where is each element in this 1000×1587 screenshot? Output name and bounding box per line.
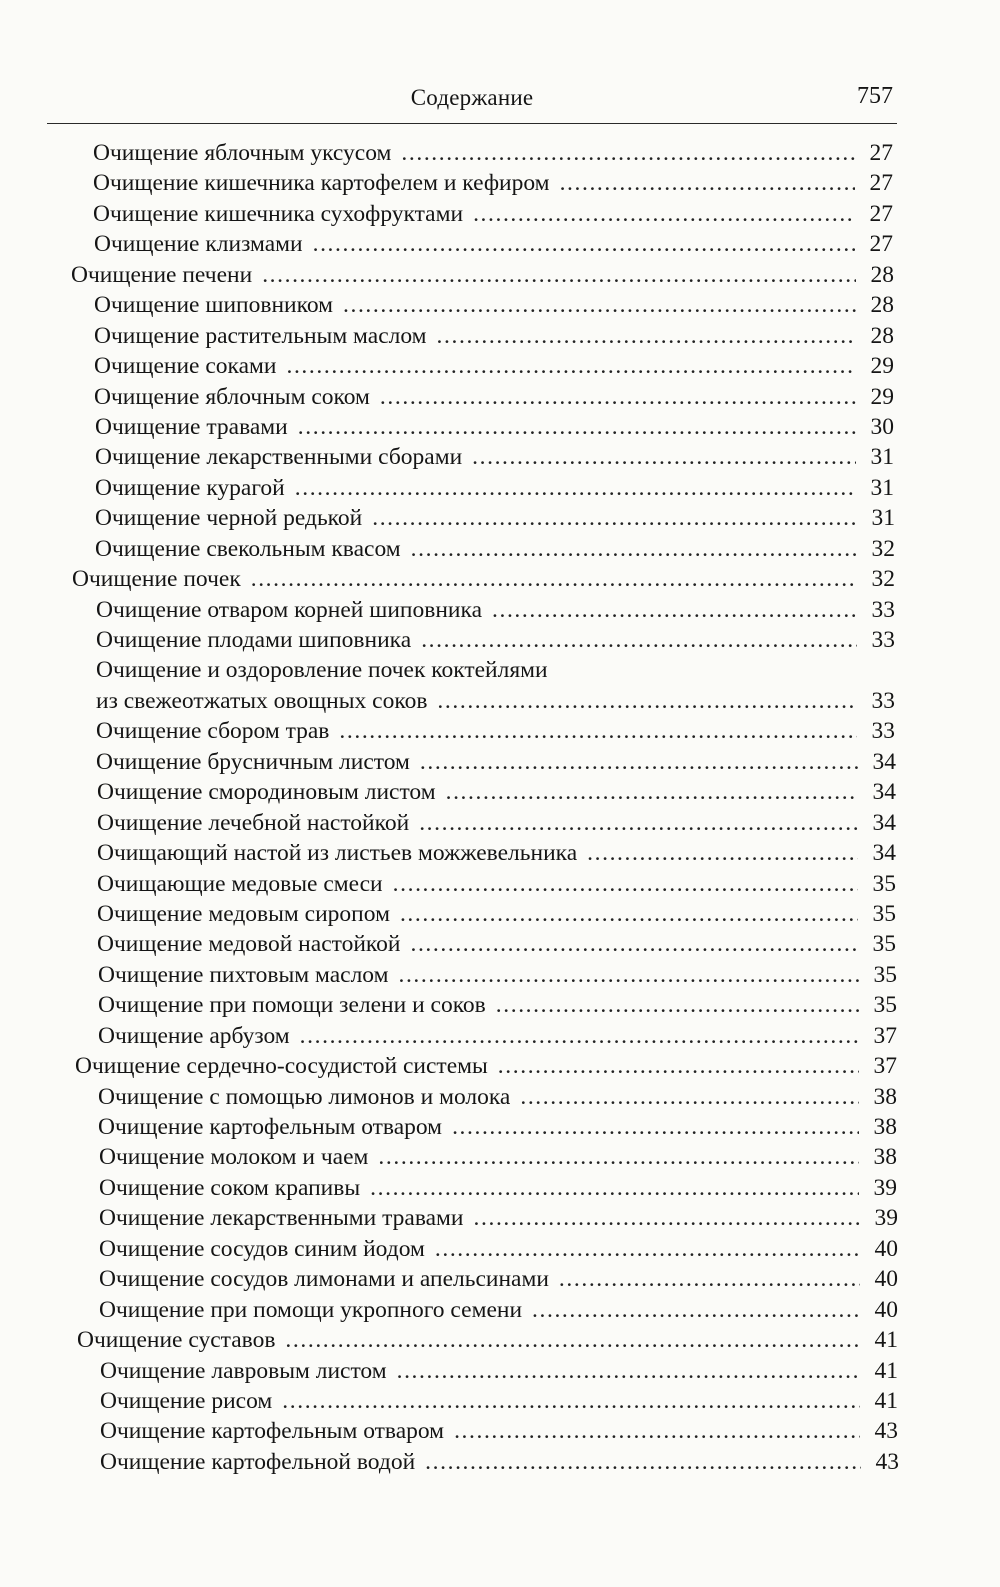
toc-subentry[interactable] [0,1173,1000,1203]
toc-subentry[interactable] [0,686,1000,716]
toc-page-number: 31 [871,505,895,532]
dot-leader [285,1325,860,1355]
dot-leader [313,229,855,259]
toc-subentry[interactable] [0,1356,1000,1386]
toc-page-number: 40 [874,1266,898,1293]
dot-leader [520,1082,859,1112]
toc-entry-title: Очищение сосудов синим йодом [99,1235,425,1262]
toc-subentry[interactable] [0,382,1000,412]
toc-subentry[interactable] [0,990,1000,1020]
dot-leader [397,1356,860,1386]
dot-leader [425,1447,861,1477]
toc-entry-title: Очищающие медовые смеси [97,870,383,897]
dot-leader [492,595,857,625]
toc-page-number: 27 [869,140,893,166]
toc-subentry[interactable] [0,1264,1000,1294]
toc-entry-title: Очищение медовой настойкой [97,931,401,958]
toc-page-number: 34 [872,748,896,775]
toc-page-number: 27 [869,231,893,258]
toc-page-number: 29 [870,383,894,410]
toc-page-number: 37 [873,1053,897,1080]
toc-page-number: 40 [874,1235,898,1262]
dot-leader [400,899,858,929]
toc-page-number: 28 [870,292,894,319]
toc-entry-title: Очищение суставов [77,1327,276,1354]
toc-subentry[interactable] [0,625,1000,655]
dot-leader [401,138,855,168]
toc-page-number: 34 [872,809,896,836]
toc-entry-title: Очищение при помощи укропного семени [99,1296,523,1323]
toc-entry-title: Очищение плодами шиповника [96,627,412,653]
dot-leader [419,808,858,838]
toc-entry-title: Очищение кишечника картофелем и кефиром [93,170,550,197]
toc-entry-title: Очищение пихтовым маслом [98,961,389,988]
dot-leader [286,351,856,381]
dot-leader [446,777,858,807]
toc-subentry[interactable] [0,960,1000,990]
toc-subentry[interactable] [0,412,1000,442]
toc-entry-title: Очищение рисом [100,1387,273,1414]
dot-leader [420,747,858,777]
toc-entry-title: Очищение картофельным отваром [98,1114,443,1140]
toc-subentry[interactable] [0,1447,1000,1477]
toc-page-number: 32 [871,535,895,562]
toc-entry-title: Очищение кишечника сухофруктами [93,200,464,227]
toc-page-number: 33 [871,627,895,653]
table-of-contents [0,138,1000,1477]
toc-section-entry[interactable] [0,564,1000,594]
toc-subentry[interactable] [0,1203,1000,1233]
toc-subentry[interactable] [0,655,1000,685]
toc-entry-title: Очищение медовым сиропом [97,900,390,927]
toc-entry-title: Очищение почек [72,566,241,593]
toc-section-entry[interactable] [0,260,1000,290]
dot-leader [411,534,857,564]
toc-subentry[interactable] [0,199,1000,229]
toc-page-number: 41 [874,1357,898,1384]
dot-leader [421,625,857,655]
toc-entry-title: Очищение лекарственными травами [99,1205,464,1232]
toc-entry-title: Очищение печени [71,261,253,288]
toc-subentry[interactable] [0,869,1000,899]
toc-entry-title: Очищение курагой [95,474,285,501]
dot-leader [474,1203,860,1233]
toc-subentry[interactable] [0,1082,1000,1112]
toc-subentry[interactable] [0,442,1000,472]
toc-page-number: 34 [872,779,896,806]
dot-leader [398,960,859,990]
dot-leader [370,1173,859,1203]
toc-entry-title: Очищение лечебной настойкой [97,809,410,836]
toc-subentry[interactable] [0,747,1000,777]
dot-leader [300,1021,859,1051]
toc-entry-title: Очищающий настой из листьев можжевельника [97,840,578,867]
toc-page-number: 43 [875,1448,899,1475]
toc-subentry[interactable] [0,1295,1000,1325]
toc-entry-title: Очищение молоком и чаем [99,1144,369,1171]
dot-leader [472,442,856,472]
toc-entry-title: Очищение картофельным отваром [100,1418,445,1445]
toc-page-number: 40 [874,1296,898,1323]
dot-leader [393,869,858,899]
toc-subentry[interactable] [0,503,1000,533]
dot-leader [454,1416,860,1446]
dot-leader [437,321,856,351]
toc-page-number: 28 [870,322,894,349]
toc-subentry[interactable] [0,138,1000,168]
toc-page-number: 38 [873,1083,897,1110]
dot-leader [378,1142,859,1172]
toc-subentry[interactable] [0,229,1000,259]
toc-page-number: 39 [873,1174,897,1201]
toc-page-number: 33 [871,718,895,745]
toc-subentry[interactable] [0,777,1000,807]
toc-subentry[interactable] [0,1234,1000,1264]
toc-subentry[interactable] [0,534,1000,564]
toc-page-number: 41 [874,1387,898,1414]
dot-leader [380,382,856,412]
dot-leader [587,838,858,868]
dot-leader [473,199,855,229]
toc-page-number: 43 [874,1418,898,1445]
toc-page-number: 31 [870,474,894,501]
toc-entry-title: Очищение яблочным соком [94,383,370,410]
toc-entry-title: Очищение при помощи зелени и соков [98,992,486,1019]
header-page-number: 757 [857,83,893,109]
toc-page-number: 39 [874,1205,898,1232]
dot-leader [496,990,859,1020]
dot-leader [295,473,856,503]
toc-subentry[interactable] [0,290,1000,320]
dot-leader [532,1295,860,1325]
dot-leader [282,1386,860,1416]
toc-page-number: 35 [872,870,896,897]
toc-page-number: 29 [870,353,894,380]
dot-leader [251,564,857,594]
dot-leader [339,716,857,746]
toc-entry-title: Очищение шиповником [94,292,333,319]
toc-entry-title: Очищение клизмами [94,231,303,258]
toc-subentry[interactable] [0,473,1000,503]
toc-section-entry[interactable] [0,1051,1000,1081]
dot-leader [343,290,856,320]
toc-entry-title: Очищение и оздоровление почек коктейлями [96,657,548,684]
dot-leader [498,1051,859,1081]
toc-page-number: 27 [869,170,893,197]
toc-page-number: 37 [873,1022,897,1049]
header-title: Содержание [410,85,534,110]
running-header [47,85,897,124]
dot-leader [372,503,857,533]
toc-subentry[interactable] [0,168,1000,198]
toc-entry-title: Очищение лекарственными сборами [95,444,463,471]
toc-subentry[interactable] [0,1416,1000,1446]
toc-entry-title: Очищение сосудов лимонами и апельсинами [99,1266,549,1293]
toc-page-number: 30 [870,413,894,440]
toc-page-number: 38 [873,1144,897,1171]
toc-entry-title: Очищение отваром корней шиповника [96,596,482,623]
toc-entry-title: Очищение свекольным квасом [95,535,401,562]
toc-entry-title: Очищение яблочным уксусом [93,140,392,166]
dot-leader [559,1264,860,1294]
toc-entry-title: из свежеотжатых овощных соков [96,687,428,714]
toc-entry-title: Очищение соком крапивы [99,1174,361,1201]
toc-subentry[interactable] [0,899,1000,929]
dot-leader [560,168,855,198]
toc-subentry[interactable] [0,716,1000,746]
dot-leader [410,929,858,959]
dot-leader [262,260,856,290]
toc-page-number: 33 [871,687,895,714]
toc-entry-title: Очищение лавровым листом [100,1357,387,1384]
toc-page-number: 32 [871,566,895,593]
toc-subentry[interactable] [0,1386,1000,1416]
toc-subentry[interactable] [0,321,1000,351]
toc-entry-title: Очищение брусничным листом [96,748,410,775]
toc-section-entry[interactable] [0,1325,1000,1355]
toc-page-number: 35 [873,961,897,988]
toc-entry-title: Очищение соками [94,353,277,380]
toc-entry-title: Очищение смородиновым листом [97,779,436,806]
toc-subentry[interactable] [0,351,1000,381]
toc-entry-title: Очищение арбузом [98,1022,290,1049]
toc-page-number: 35 [872,900,896,927]
dot-leader [437,686,857,716]
toc-page-number: 38 [873,1114,897,1140]
toc-page-number: 41 [874,1327,898,1354]
toc-entry-title: Очищение с помощью лимонов и молока [98,1083,511,1110]
toc-page-number: 31 [870,444,894,471]
toc-page-number: 35 [873,992,897,1019]
dot-leader [435,1234,860,1264]
dot-leader [452,1112,859,1142]
toc-page-number: 35 [872,931,896,958]
toc-entry-title: Очищение черной редькой [95,505,363,532]
toc-page-number: 28 [870,261,894,288]
toc-subentry[interactable] [0,1112,1000,1142]
toc-page-number: 27 [869,200,893,227]
toc-subentry[interactable] [0,1021,1000,1051]
toc-subentry[interactable] [0,808,1000,838]
toc-entry-title: Очищение сбором трав [96,718,330,745]
toc-subentry[interactable] [0,838,1000,868]
toc-page-number: 34 [872,840,896,867]
toc-entry-title: Очищение сердечно-сосудистой системы [75,1053,488,1080]
toc-page-number: 33 [871,596,895,623]
toc-subentry[interactable] [0,1142,1000,1172]
dot-leader [298,412,856,442]
toc-entry-title: Очищение травами [95,413,288,440]
toc-subentry[interactable] [0,595,1000,625]
toc-entry-title: Очищение картофельной водой [100,1448,416,1475]
toc-subentry[interactable] [0,929,1000,959]
toc-entry-title: Очищение растительным маслом [94,322,427,349]
